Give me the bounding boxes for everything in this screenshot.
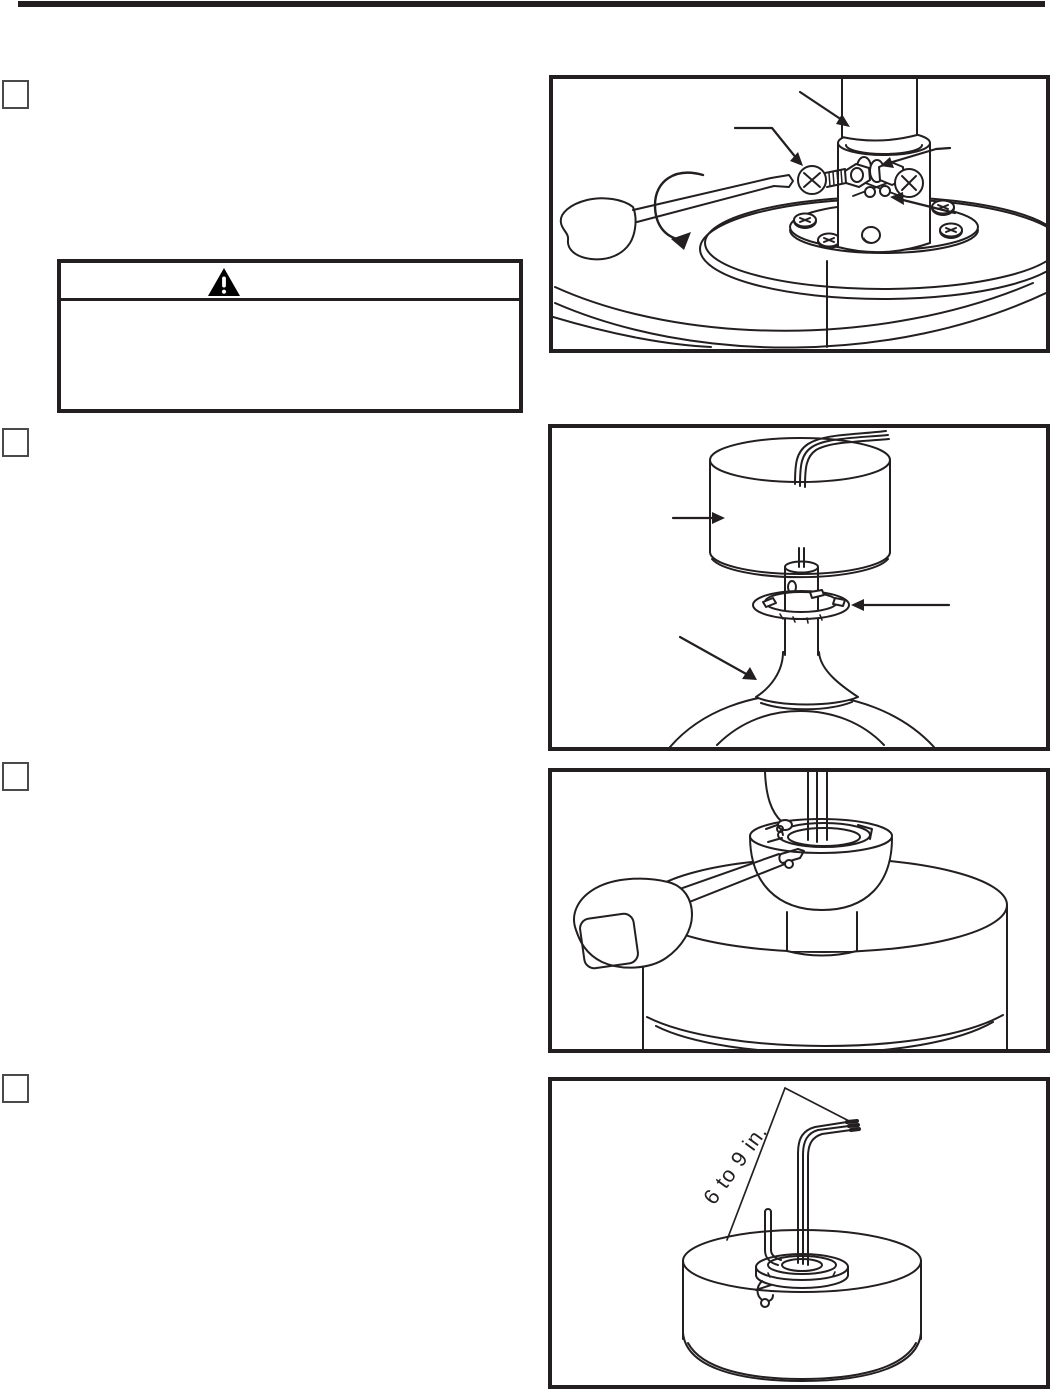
figure-hanger-ball-pin-illustration [548, 768, 1050, 1053]
warning-triangle-icon [207, 267, 241, 297]
dimension-label: 6 to 9 in. [698, 1120, 773, 1209]
top-rule [18, 1, 1045, 7]
figure-canopy-exploded-illustration [548, 424, 1050, 751]
figure-downrod-setscrew-illustration [549, 75, 1050, 353]
warning-header [61, 263, 519, 301]
warning-body [61, 301, 519, 407]
ball-neck [787, 905, 857, 956]
canopy-trim-ring [753, 590, 849, 623]
screwdriver [561, 175, 793, 259]
figure-wire-length-illustration [548, 1077, 1050, 1389]
warning-box [57, 259, 523, 413]
coupling-cover [756, 652, 858, 709]
step-marker-2 [2, 428, 29, 457]
step-marker-3 [2, 762, 29, 791]
step-marker-4 [2, 1074, 29, 1103]
downrod [842, 79, 917, 141]
step-marker-1 [2, 80, 29, 109]
